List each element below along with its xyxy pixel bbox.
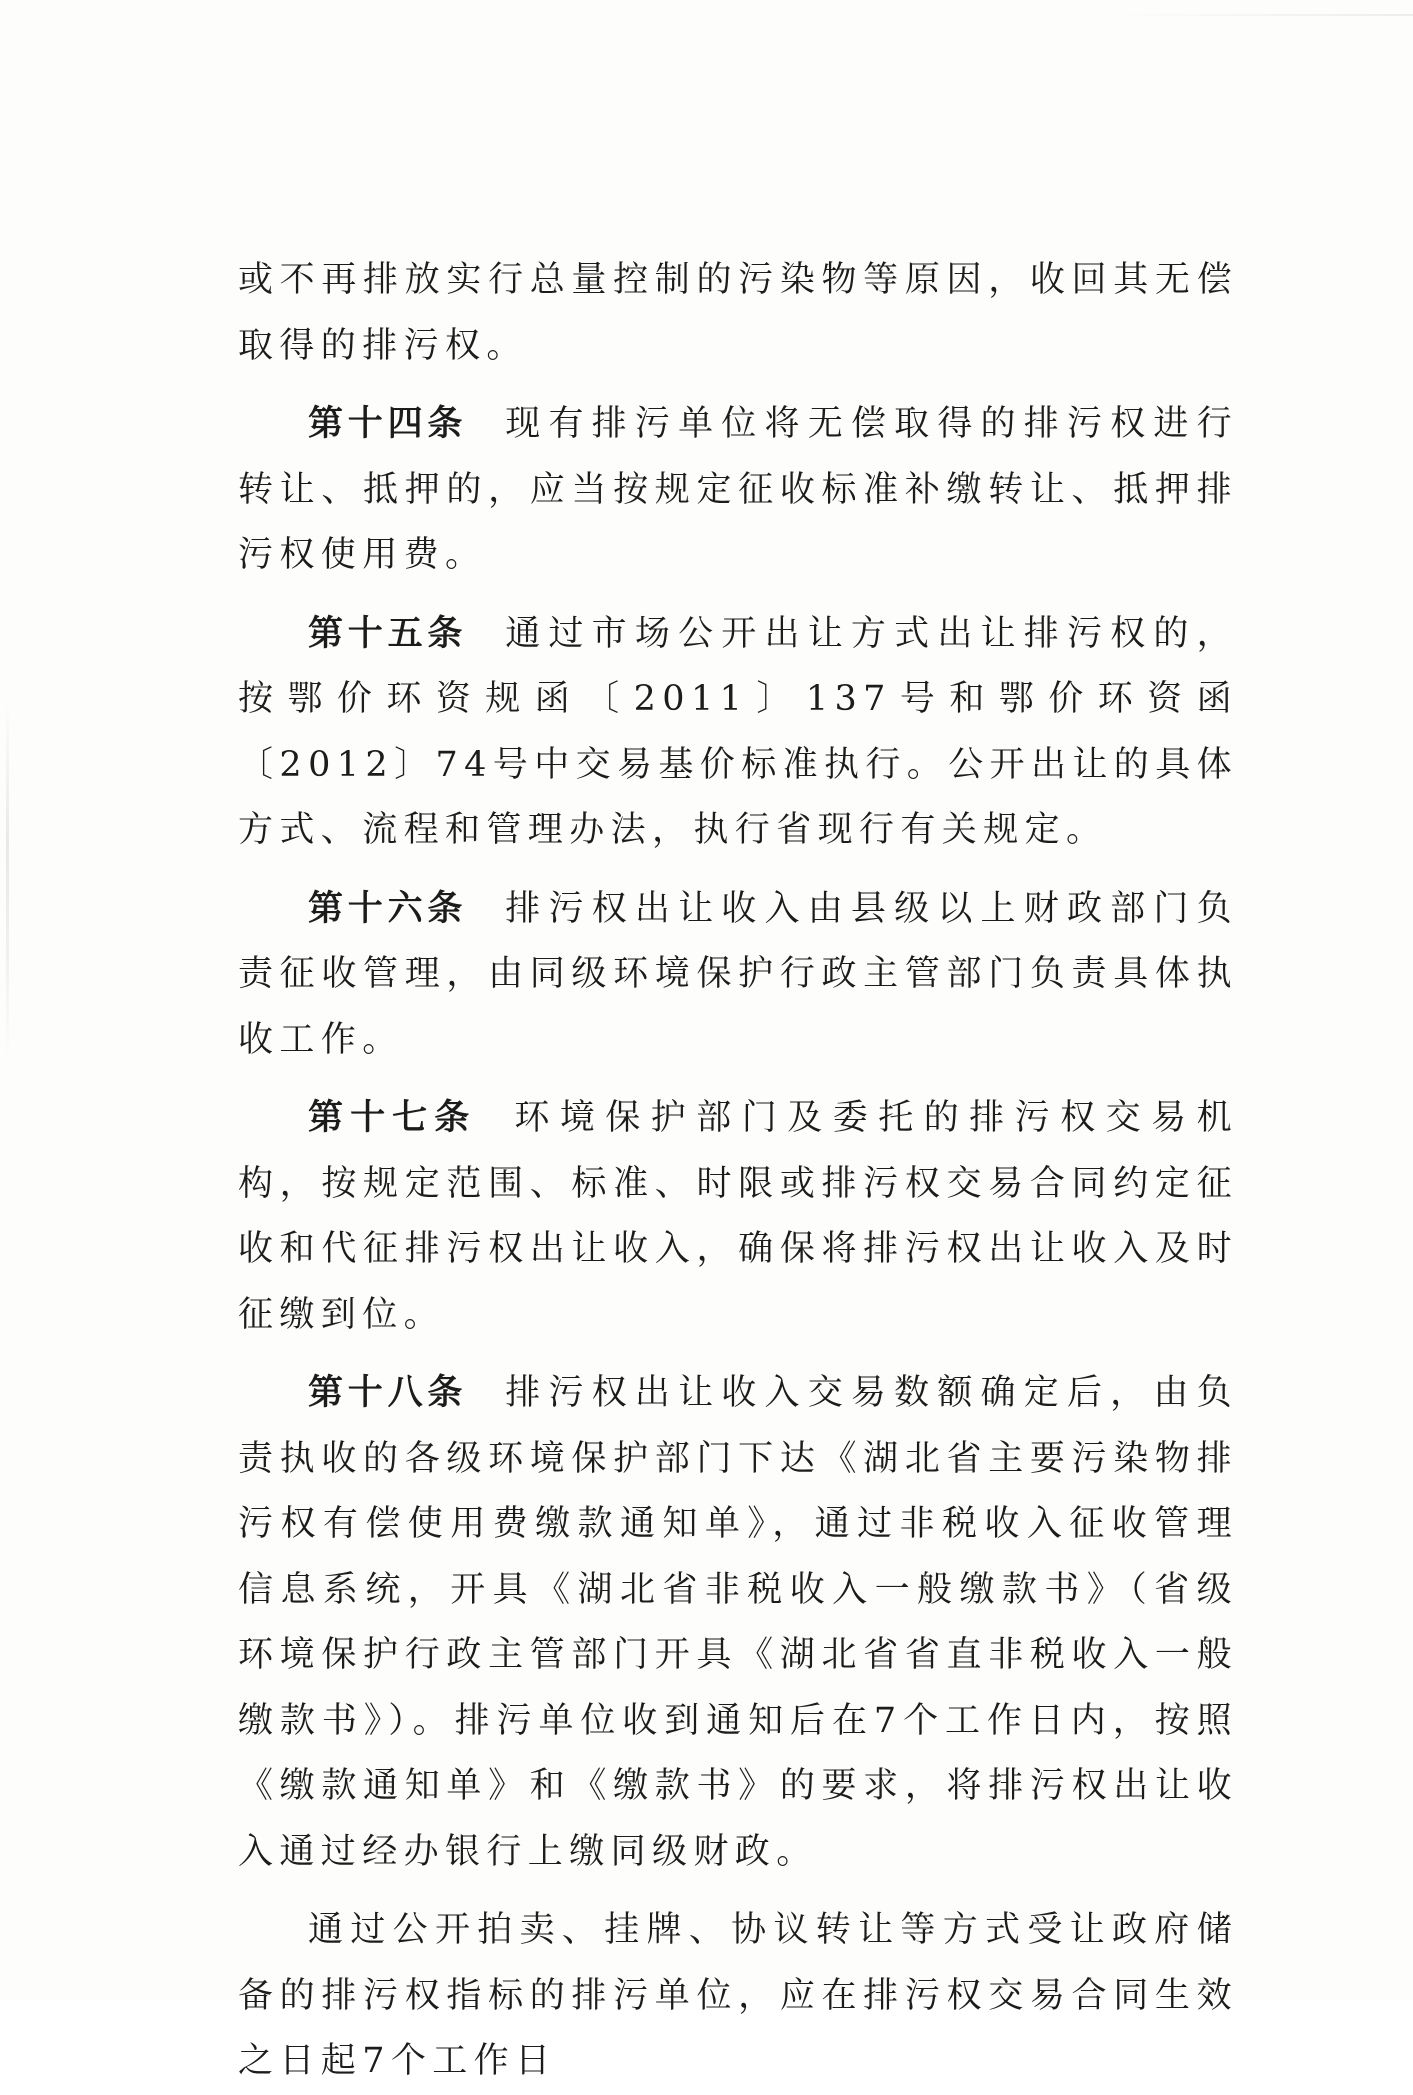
paragraph-text: 或不再排放实行总量控制的污染物等原因，收回其无偿取得的排污权。 [238,260,1238,366]
article-17 [238,1086,1238,1348]
article-number: 第十四条 [308,404,468,444]
article-14 [238,392,1238,589]
paragraph-continuation [238,248,1238,379]
paragraph-text: 排污权出让收入交易数额确定后，由负责执收的各级环境保护部门下达《湖北省主要污染物排污权有偿使用费缴款通知单》，通过非税收入征收管理信息系统，开具《湖北省非税收入一般缴款书》（省级环境保护行政主管部门开具《湖北省省直非税收入一般缴款书》）。排污单位收到通知后在7个工作日内，按照《缴款通知单》和《缴款书》的要求，将排污权出让收入通过经办银行上缴同级财政。 [238,1373,1238,1872]
paragraph-text: 通过市场公开出让方式出让排污权的，按鄂价环资规函〔2011〕137号和鄂价环资函〔2012〕74号中交易基价标准执行。公开出让的具体方式、流程和管理办法，执行省现行有关规定。 [238,613,1239,850]
scan-edge-top [1113,14,1413,16]
article-number: 第十六条 [308,888,468,929]
article-18 [238,1361,1238,1885]
paragraph-text: 现有排污单位将无偿取得的排污权进行转让、抵押的，应当按规定征收标准补缴转让、抵押排污权使用费。 [238,404,1238,575]
paragraph-text: 排污权出让收入由县级以上财政部门负责征收管理，由同级环境保护行政主管部门负责具体执收工作。 [238,888,1238,1060]
paragraph-text: 环境保护部门及委托的排污权交易机构，按规定范围、标准、时限或排污权交易合同约定征收和代征排污权出让收入，确保将排污权出让收入及时征缴到位。 [238,1098,1238,1335]
scan-edge-left [6,700,9,1060]
paragraph-text: 通过公开拍卖、挂牌、协议转让等方式受让政府储备的排污权指标的排污单位，应在排污权交易合同生效之日起7个工作日 [238,1910,1238,2081]
article-number: 第十七条 [308,1098,477,1138]
document-body [238,248,1238,2095]
article-number: 第十五条 [308,613,468,654]
paragraph-payment-deadline [238,1898,1238,2095]
article-16 [238,877,1238,1074]
article-number: 第十八条 [308,1373,468,1413]
article-15 [238,602,1238,864]
